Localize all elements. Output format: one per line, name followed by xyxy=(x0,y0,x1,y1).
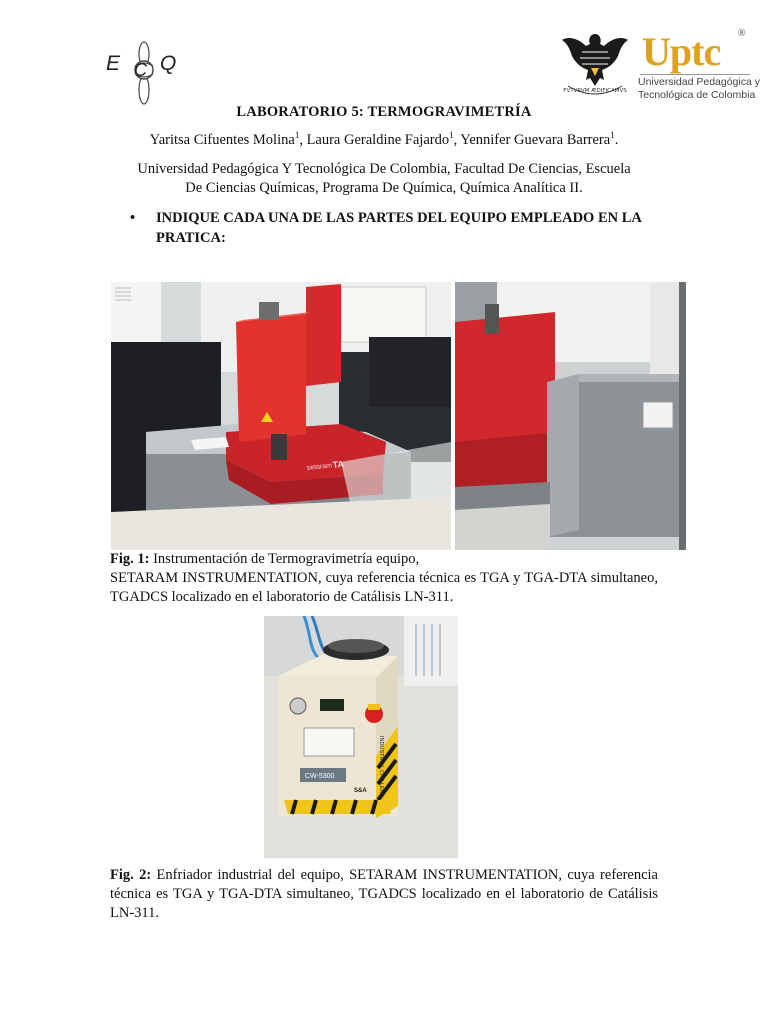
wordmark-divider xyxy=(640,74,750,75)
tga-side-photo xyxy=(455,282,686,550)
author-3-affiliation: 1 xyxy=(610,130,615,140)
author-2: Laura Geraldine Fajardo xyxy=(306,131,450,148)
uptc-wordmark-text: Uptc xyxy=(642,29,721,74)
chiller-photo xyxy=(264,616,458,858)
question-text: INDIQUE CADA UNA DE LAS PARTES DEL EQUIPO EMPLEADO EN LA PRATICA: xyxy=(156,210,642,246)
author-3: Yennifer Guevara Barrera xyxy=(460,131,611,148)
uptc-crest xyxy=(560,24,630,104)
figure-2-label: Fig. 2: xyxy=(110,867,152,883)
figure-2-caption-text: Enfriador industrial del equipo, SETARAM INSTRUMENTATION, cuya referencia técnica es TGA y TGA-DTA simultaneo, TGADCS localizado en el laboratorio de Catálisis LN-311. xyxy=(110,867,658,921)
affiliation-line1: Universidad Pedagógica Y Tecnológica De Colombia, Facultad De Ciencias, Escuela xyxy=(137,161,631,177)
author-1-affiliation: 1 xyxy=(294,130,300,140)
figure-1-label: Fig. 1: xyxy=(110,551,150,567)
photo-model-label: TA xyxy=(332,458,345,470)
figure-1-caption xyxy=(110,550,658,607)
author-2-affiliation: 1 xyxy=(449,130,454,140)
author-1: Yaritsa Cifuentes Molina xyxy=(149,131,295,148)
figure-2-caption xyxy=(110,866,658,923)
chiller-model-label: CW-5300 xyxy=(305,773,335,780)
author-separator: , xyxy=(453,131,461,148)
university-name-line1: Universidad Pedagógica y xyxy=(638,76,760,88)
photo-brand-label: setaram xyxy=(306,462,333,472)
tga-instrument-photo xyxy=(111,282,451,550)
chiller-side-label: INDUSTRIAL CHILLER xyxy=(378,736,384,794)
ecq-letter-e: E xyxy=(106,52,121,75)
bullet-marker: • xyxy=(130,210,136,226)
affiliation xyxy=(110,160,658,198)
crest-motto: FVTVRVM ÆDIFICAMVS xyxy=(563,88,627,94)
author-list xyxy=(0,130,768,149)
figure-1-caption-text: SETARAM INSTRUMENTATION, cuya referencia técnica es TGA y TGA-DTA simultaneo, TGADCS localizado en el laboratorio de Catálisis LN-311. xyxy=(110,570,658,605)
document-title: LABORATORIO 5: TERMOGRAVIMETRÍA xyxy=(236,104,532,120)
author-separator: , xyxy=(299,131,307,148)
registered-mark: ® xyxy=(738,28,746,39)
author-list-end: . xyxy=(614,131,619,148)
ecq-letter-q: Q xyxy=(160,52,177,75)
chiller-brand-label: S&A xyxy=(354,788,367,794)
ecq-letter-c: C xyxy=(134,60,147,80)
figure-1-caption-line1: Instrumentación de Termogravimetría equipo, xyxy=(149,551,420,567)
ecq-logo xyxy=(104,40,184,110)
university-name-line2: Tecnológica de Colombia xyxy=(638,89,756,101)
affiliation-line2: De Ciencias Químicas, Programa De Química, Química Analítica II. xyxy=(185,180,583,196)
uptc-wordmark xyxy=(636,28,760,104)
